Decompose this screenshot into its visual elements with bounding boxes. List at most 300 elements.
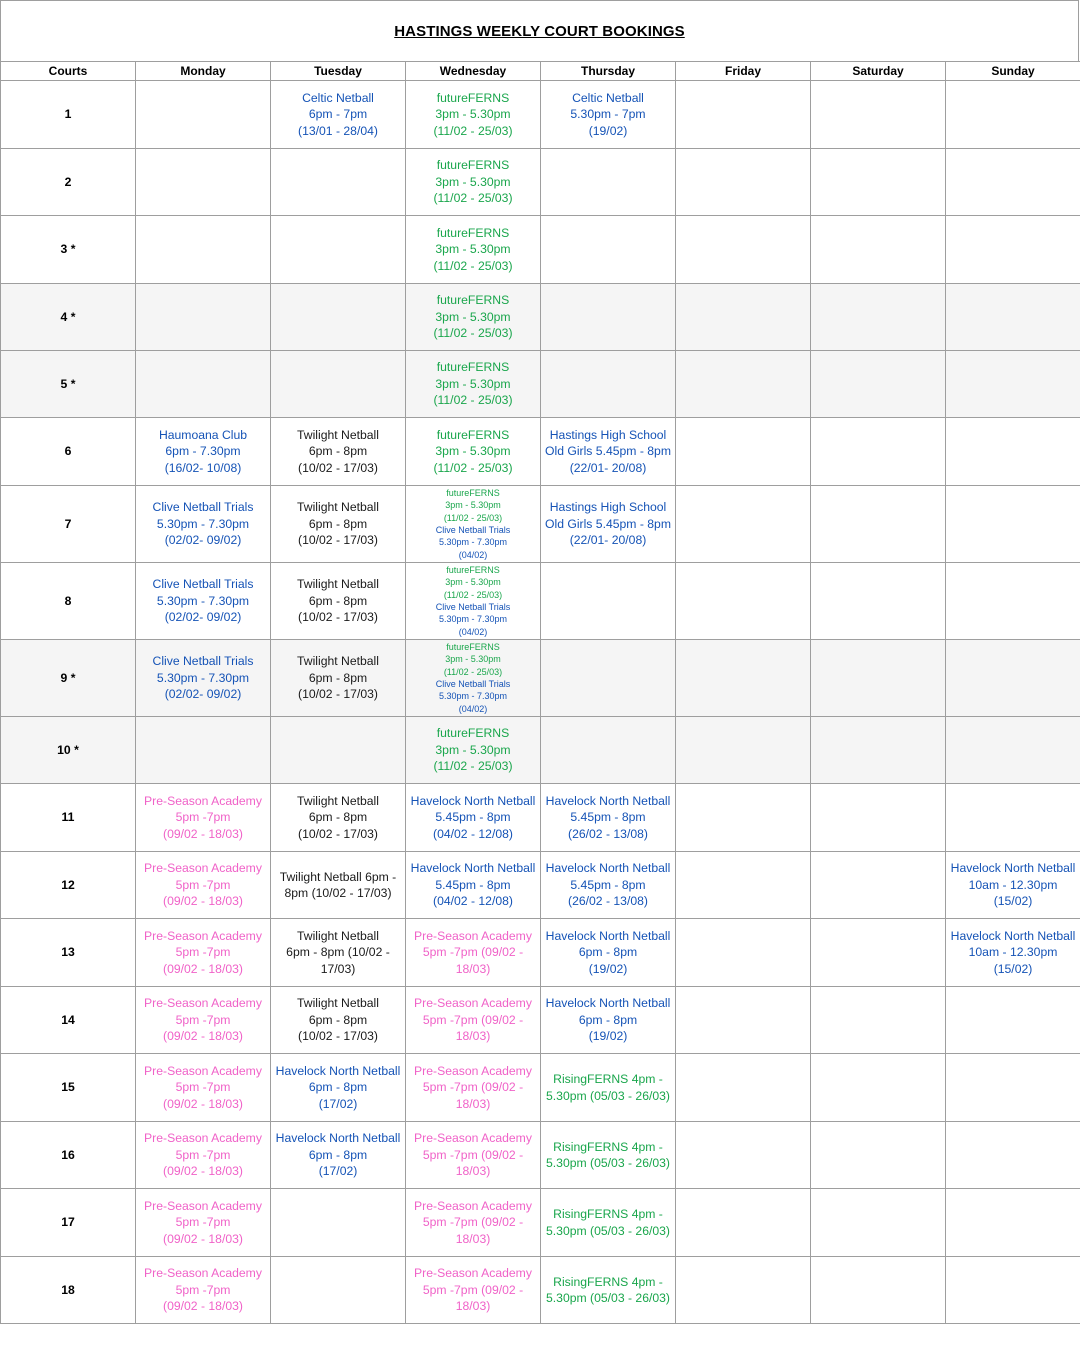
booking-line: (15/02)	[993, 961, 1033, 976]
booking-line: 3pm - 5.30pm	[435, 742, 511, 757]
booking-line: 10am - 12.30pm	[968, 945, 1058, 960]
booking-line: 5pm -7pm	[175, 1215, 231, 1230]
booking-line: (10/02 - 17/03)	[298, 460, 378, 475]
booking-entry	[138, 576, 268, 626]
booking-cell-thursday	[541, 284, 676, 351]
booking-entry	[273, 869, 403, 902]
booking-line: Havelock North Netball	[275, 1131, 401, 1146]
court-number: 2	[1, 149, 136, 216]
booking-cell-friday	[676, 1054, 811, 1122]
booking-cell-sunday	[946, 351, 1080, 418]
table-row	[1, 216, 1080, 284]
booking-line: 5.45pm - 8pm	[435, 810, 511, 825]
booking-line: 3pm - 5.30pm	[435, 309, 511, 324]
booking-entry	[408, 427, 538, 477]
booking-line: 6pm - 8pm	[578, 1012, 638, 1027]
booking-cell-wednesday	[406, 987, 541, 1054]
booking-line: 5.45pm - 8pm	[570, 877, 646, 892]
booking-line: (09/02 - 18/03)	[163, 826, 243, 841]
booking-cell-saturday	[811, 216, 946, 284]
booking-cell-friday	[676, 717, 811, 784]
booking-line: (15/02)	[993, 894, 1033, 909]
booking-line: 5.30pm - 7.30pm	[438, 537, 508, 548]
column-header-friday: Friday	[676, 62, 811, 81]
bookings-table	[0, 61, 1080, 1324]
booking-entry	[408, 157, 538, 207]
booking-cell-monday	[136, 563, 271, 640]
booking-line: (04/02 - 12/08)	[433, 826, 513, 841]
booking-cell-wednesday	[406, 717, 541, 784]
table-row	[1, 919, 1080, 987]
booking-line: (11/02 - 25/03)	[433, 123, 513, 138]
booking-line: Twilight Netball	[297, 928, 379, 943]
booking-entry	[408, 678, 538, 715]
table-row	[1, 717, 1080, 784]
booking-entry	[408, 1265, 538, 1315]
booking-cell-saturday	[811, 563, 946, 640]
booking-cell-saturday	[811, 351, 946, 418]
booking-cell-saturday	[811, 717, 946, 784]
booking-line: Old Girls 5.45pm - 8pm	[545, 444, 671, 459]
booking-line: Pre-Season Academy	[414, 1266, 532, 1281]
booking-line: Pre-Season Academy	[414, 928, 532, 943]
booking-cell-sunday	[946, 81, 1080, 149]
booking-entry	[273, 793, 403, 843]
booking-cell-thursday	[541, 852, 676, 919]
booking-cell-saturday	[811, 418, 946, 486]
booking-cell-thursday	[541, 149, 676, 216]
booking-cell-saturday	[811, 1122, 946, 1189]
booking-line: 5.30pm - 7.30pm	[156, 670, 250, 685]
booking-cell-tuesday	[271, 1189, 406, 1257]
table-row	[1, 987, 1080, 1054]
booking-line: Old Girls 5.45pm - 8pm	[545, 516, 671, 531]
booking-cell-sunday	[946, 1054, 1080, 1122]
title-box	[0, 0, 1079, 61]
table-row	[1, 284, 1080, 351]
booking-line: 3pm - 5.30pm	[435, 174, 511, 189]
booking-cell-saturday	[811, 284, 946, 351]
booking-line: 6pm - 8pm	[308, 1012, 368, 1027]
page-title: HASTINGS WEEKLY COURT BOOKINGS	[394, 22, 685, 40]
booking-cell-tuesday	[271, 852, 406, 919]
booking-cell-monday	[136, 1189, 271, 1257]
booking-cell-saturday	[811, 640, 946, 717]
booking-line: Havelock North Netball	[950, 928, 1076, 943]
booking-cell-friday	[676, 987, 811, 1054]
booking-entry	[543, 1071, 673, 1104]
booking-entry	[543, 793, 673, 843]
booking-entry	[138, 427, 268, 477]
booking-line: 6pm - 7.30pm	[165, 444, 241, 459]
booking-entry	[408, 860, 538, 910]
booking-line: (11/02 - 25/03)	[433, 393, 513, 408]
booking-cell-monday	[136, 351, 271, 418]
booking-line: (19/02)	[588, 123, 628, 138]
booking-line: 18/03)	[455, 1096, 491, 1111]
booking-line: 3pm - 5.30pm	[435, 107, 511, 122]
booking-line: Havelock North Netball	[545, 928, 671, 943]
booking-line: Clive Netball Trials	[435, 602, 511, 612]
booking-line: (16/02- 10/08)	[164, 460, 242, 475]
column-header-thursday: Thursday	[541, 62, 676, 81]
booking-cell-monday	[136, 1122, 271, 1189]
column-header-tuesday: Tuesday	[271, 62, 406, 81]
booking-entry	[543, 1274, 673, 1307]
court-number: 11	[1, 784, 136, 852]
booking-line: (22/01- 20/08)	[569, 460, 647, 475]
booking-line: (09/02 - 18/03)	[163, 961, 243, 976]
booking-cell-sunday	[946, 1189, 1080, 1257]
table-row	[1, 852, 1080, 919]
booking-cell-friday	[676, 486, 811, 563]
booking-cell-friday	[676, 784, 811, 852]
booking-entry	[408, 601, 538, 638]
booking-line: 5.30pm (05/03 - 26/03)	[546, 1088, 670, 1103]
booking-line: (04/02)	[458, 626, 488, 637]
booking-entry	[408, 564, 538, 601]
booking-cell-saturday	[811, 81, 946, 149]
booking-cell-wednesday	[406, 351, 541, 418]
booking-cell-sunday	[946, 1122, 1080, 1189]
booking-line: (10/02 - 17/03)	[298, 610, 378, 625]
booking-cell-monday	[136, 640, 271, 717]
booking-line: (11/02 - 25/03)	[443, 589, 503, 600]
booking-line: (11/02 - 25/03)	[433, 191, 513, 206]
booking-line: (09/02 - 18/03)	[163, 1299, 243, 1314]
booking-line: 3pm - 5.30pm	[435, 242, 511, 257]
booking-line: Twilight Netball	[297, 500, 379, 515]
booking-line: 5.30pm - 7pm	[570, 107, 646, 122]
booking-cell-wednesday	[406, 1189, 541, 1257]
booking-line: Havelock North Netball	[950, 861, 1076, 876]
booking-cell-tuesday	[271, 640, 406, 717]
booking-line: Clive Netball Trials	[435, 525, 511, 535]
booking-line: 6pm - 8pm (10/02 -	[286, 945, 390, 960]
booking-cell-sunday	[946, 784, 1080, 852]
booking-line: (22/01- 20/08)	[569, 533, 647, 548]
column-header-saturday: Saturday	[811, 62, 946, 81]
booking-line: (11/02 - 25/03)	[433, 258, 513, 273]
booking-cell-thursday	[541, 486, 676, 563]
booking-cell-sunday	[946, 1257, 1080, 1324]
booking-line: Havelock North Netball	[410, 793, 536, 808]
booking-entry	[408, 1130, 538, 1180]
booking-line: (13/01 - 28/04)	[298, 123, 378, 138]
booking-cell-saturday	[811, 852, 946, 919]
booking-line: futureFERNS	[446, 564, 500, 575]
booking-cell-thursday	[541, 1122, 676, 1189]
booking-entry	[138, 1063, 268, 1113]
booking-line: Pre-Season Academy	[144, 1131, 262, 1146]
booking-line: (10/02 - 17/03)	[298, 1029, 378, 1044]
booking-entry	[543, 1206, 673, 1239]
booking-line: (09/02 - 18/03)	[163, 1231, 243, 1246]
booking-cell-thursday	[541, 1054, 676, 1122]
court-number: 17	[1, 1189, 136, 1257]
booking-line: (02/02- 09/02)	[164, 687, 242, 702]
booking-line: (09/02 - 18/03)	[163, 1029, 243, 1044]
booking-line: (02/02- 09/02)	[164, 533, 242, 548]
table-row	[1, 784, 1080, 852]
booking-cell-monday	[136, 284, 271, 351]
booking-cell-wednesday	[406, 784, 541, 852]
court-number: 9 *	[1, 640, 136, 717]
booking-line: 5.30pm (05/03 - 26/03)	[546, 1156, 670, 1170]
booking-entry	[138, 1130, 268, 1180]
booking-cell-friday	[676, 852, 811, 919]
booking-cell-friday	[676, 216, 811, 284]
booking-entry	[543, 995, 673, 1045]
booking-entry	[408, 995, 538, 1045]
booking-cell-tuesday	[271, 987, 406, 1054]
column-header-wednesday: Wednesday	[406, 62, 541, 81]
booking-cell-saturday	[811, 1054, 946, 1122]
booking-cell-thursday	[541, 563, 676, 640]
booking-line: Clive Netball Trials	[152, 577, 254, 592]
booking-line: RisingFERNS 4pm -	[553, 1139, 663, 1154]
booking-cell-saturday	[811, 919, 946, 987]
booking-line: Pre-Season Academy	[414, 1198, 532, 1213]
booking-line: 5pm -7pm (09/02 -	[422, 1282, 524, 1297]
booking-line: Celtic Netball	[302, 90, 374, 105]
booking-cell-saturday	[811, 486, 946, 563]
booking-cell-monday	[136, 486, 271, 563]
booking-line: 6pm - 8pm	[308, 810, 368, 825]
booking-cell-sunday	[946, 216, 1080, 284]
booking-cell-wednesday	[406, 486, 541, 563]
booking-line: (10/02 - 17/03)	[298, 687, 378, 702]
booking-line: Pre-Season Academy	[144, 793, 262, 808]
court-number: 13	[1, 919, 136, 987]
booking-line: 5pm -7pm	[175, 810, 231, 825]
table-row	[1, 563, 1080, 640]
booking-entry	[408, 725, 538, 775]
booking-cell-wednesday	[406, 919, 541, 987]
booking-line: 18/03)	[455, 961, 491, 976]
booking-line: Pre-Season Academy	[144, 861, 262, 876]
booking-entry	[138, 1198, 268, 1248]
booking-cell-friday	[676, 1122, 811, 1189]
booking-cell-tuesday	[271, 81, 406, 149]
booking-entry	[543, 928, 673, 978]
column-header-monday: Monday	[136, 62, 271, 81]
booking-cell-friday	[676, 1189, 811, 1257]
booking-cell-tuesday	[271, 351, 406, 418]
booking-line: Clive Netball Trials	[152, 500, 254, 515]
booking-entry	[543, 1139, 673, 1172]
booking-entry	[543, 860, 673, 910]
booking-line: Twilight Netball	[297, 793, 379, 808]
booking-line: Twilight Netball	[297, 996, 379, 1011]
booking-cell-thursday	[541, 784, 676, 852]
booking-line: Clive Netball Trials	[435, 679, 511, 689]
booking-cell-friday	[676, 418, 811, 486]
court-number: 8	[1, 563, 136, 640]
booking-cell-tuesday	[271, 1122, 406, 1189]
booking-entry	[273, 576, 403, 626]
booking-line: (11/02 - 25/03)	[433, 326, 513, 341]
court-number: 4 *	[1, 284, 136, 351]
booking-entry	[138, 793, 268, 843]
booking-line: 6pm - 7pm	[308, 107, 368, 122]
booking-line: (04/02)	[458, 703, 488, 714]
booking-line: Pre-Season Academy	[414, 1131, 532, 1146]
court-number: 12	[1, 852, 136, 919]
booking-line: (11/02 - 25/03)	[433, 460, 513, 475]
booking-cell-monday	[136, 418, 271, 486]
table-row	[1, 1257, 1080, 1324]
booking-entry	[408, 641, 538, 678]
booking-line: 18/03)	[455, 1231, 491, 1246]
booking-line: (10/02 - 17/03)	[298, 533, 378, 548]
booking-cell-thursday	[541, 81, 676, 149]
court-number: 6	[1, 418, 136, 486]
booking-line: 5.30pm - 7.30pm	[438, 614, 508, 625]
booking-line: 18/03)	[455, 1164, 491, 1179]
booking-entry	[138, 995, 268, 1045]
booking-line: 5.30pm (05/03 - 26/03)	[546, 1291, 670, 1305]
court-number: 1	[1, 81, 136, 149]
booking-line: 6pm - 8pm	[308, 670, 368, 685]
booking-line: 5.45pm - 8pm	[570, 810, 646, 825]
booking-cell-monday	[136, 717, 271, 784]
table-row	[1, 81, 1080, 149]
booking-line: (19/02)	[588, 961, 628, 976]
booking-line: Pre-Season Academy	[144, 928, 262, 943]
booking-line: RisingFERNS 4pm -	[553, 1072, 663, 1086]
booking-line: 5.45pm - 8pm	[435, 877, 511, 892]
booking-cell-thursday	[541, 1257, 676, 1324]
booking-line: futureFERNS	[436, 90, 510, 105]
booking-line: Pre-Season Academy	[414, 996, 532, 1011]
booking-line: Havelock North Netball	[275, 1063, 401, 1078]
booking-line: 3pm - 5.30pm	[435, 444, 511, 459]
booking-cell-thursday	[541, 1189, 676, 1257]
booking-line: Twilight Netball	[297, 577, 379, 592]
booking-cell-thursday	[541, 216, 676, 284]
booking-line: 5pm -7pm (09/02 -	[422, 945, 524, 960]
table-row	[1, 640, 1080, 717]
booking-cell-thursday	[541, 640, 676, 717]
booking-cell-sunday	[946, 987, 1080, 1054]
table-row	[1, 418, 1080, 486]
booking-line: 18/03)	[455, 1299, 491, 1314]
booking-line: 3pm - 5.30pm	[445, 500, 501, 511]
booking-cell-friday	[676, 640, 811, 717]
booking-cell-tuesday	[271, 216, 406, 284]
booking-entry	[408, 359, 538, 409]
booking-cell-monday	[136, 784, 271, 852]
booking-line: 5pm -7pm	[175, 1147, 231, 1162]
table-row	[1, 351, 1080, 418]
booking-line: 6pm - 8pm	[308, 593, 368, 608]
booking-cell-saturday	[811, 1257, 946, 1324]
court-number: 10 *	[1, 717, 136, 784]
booking-line: 5pm -7pm	[175, 945, 231, 960]
booking-entry	[543, 90, 673, 140]
booking-line: Havelock North Netball	[545, 793, 671, 808]
booking-cell-wednesday	[406, 418, 541, 486]
booking-cell-monday	[136, 852, 271, 919]
booking-line: 6pm - 8pm	[578, 945, 638, 960]
booking-entry	[408, 793, 538, 843]
booking-line: 5.30pm - 7.30pm	[156, 593, 250, 608]
booking-line: Hastings High School	[549, 427, 667, 442]
booking-cell-monday	[136, 81, 271, 149]
booking-line: Hastings High School	[549, 500, 667, 515]
table-row	[1, 1054, 1080, 1122]
booking-entry	[408, 524, 538, 561]
booking-cell-wednesday	[406, 1054, 541, 1122]
booking-cell-tuesday	[271, 149, 406, 216]
booking-line: (17/02)	[318, 1096, 358, 1111]
booking-cell-monday	[136, 919, 271, 987]
booking-line: 5pm -7pm	[175, 1080, 231, 1095]
booking-line: futureFERNS	[446, 487, 500, 498]
booking-cell-tuesday	[271, 486, 406, 563]
booking-entry	[543, 427, 673, 477]
booking-cell-friday	[676, 284, 811, 351]
header-row	[1, 62, 1080, 81]
booking-cell-friday	[676, 563, 811, 640]
booking-cell-friday	[676, 1257, 811, 1324]
booking-cell-wednesday	[406, 563, 541, 640]
booking-cell-sunday	[946, 640, 1080, 717]
booking-line: 6pm - 8pm	[308, 516, 368, 531]
column-header-courts: Courts	[1, 62, 136, 81]
booking-entry	[408, 928, 538, 978]
booking-cell-thursday	[541, 987, 676, 1054]
court-number: 5 *	[1, 351, 136, 418]
booking-line: Twilight Netball 6pm -	[279, 869, 397, 884]
booking-entry	[543, 499, 673, 549]
booking-line: Pre-Season Academy	[144, 1198, 262, 1213]
booking-line: futureFERNS	[436, 427, 510, 442]
booking-entry	[408, 225, 538, 275]
booking-cell-tuesday	[271, 919, 406, 987]
booking-cell-sunday	[946, 418, 1080, 486]
booking-entry	[138, 1265, 268, 1315]
booking-line: Havelock North Netball	[545, 996, 671, 1011]
booking-line: (09/02 - 18/03)	[163, 1096, 243, 1111]
booking-line: 6pm - 8pm	[308, 444, 368, 459]
booking-cell-wednesday	[406, 1122, 541, 1189]
booking-line: futureFERNS	[436, 360, 510, 375]
booking-cell-wednesday	[406, 640, 541, 717]
booking-cell-thursday	[541, 351, 676, 418]
booking-entry	[273, 1063, 403, 1113]
booking-line: (09/02 - 18/03)	[163, 1164, 243, 1179]
booking-entry	[273, 995, 403, 1045]
booking-line: (11/02 - 25/03)	[443, 512, 503, 523]
booking-line: Pre-Season Academy	[414, 1063, 532, 1078]
booking-line: (19/02)	[588, 1029, 628, 1044]
booking-entry	[408, 1063, 538, 1113]
booking-line: futureFERNS	[436, 225, 510, 240]
booking-cell-monday	[136, 1054, 271, 1122]
booking-cell-tuesday	[271, 284, 406, 351]
booking-line: 5pm -7pm (09/02 -	[422, 1012, 524, 1027]
booking-cell-wednesday	[406, 81, 541, 149]
booking-line: (02/02- 09/02)	[164, 610, 242, 625]
booking-cell-sunday	[946, 284, 1080, 351]
booking-cell-tuesday	[271, 1054, 406, 1122]
booking-cell-monday	[136, 1257, 271, 1324]
booking-entry	[273, 1130, 403, 1180]
booking-cell-saturday	[811, 784, 946, 852]
booking-entry	[948, 860, 1078, 910]
